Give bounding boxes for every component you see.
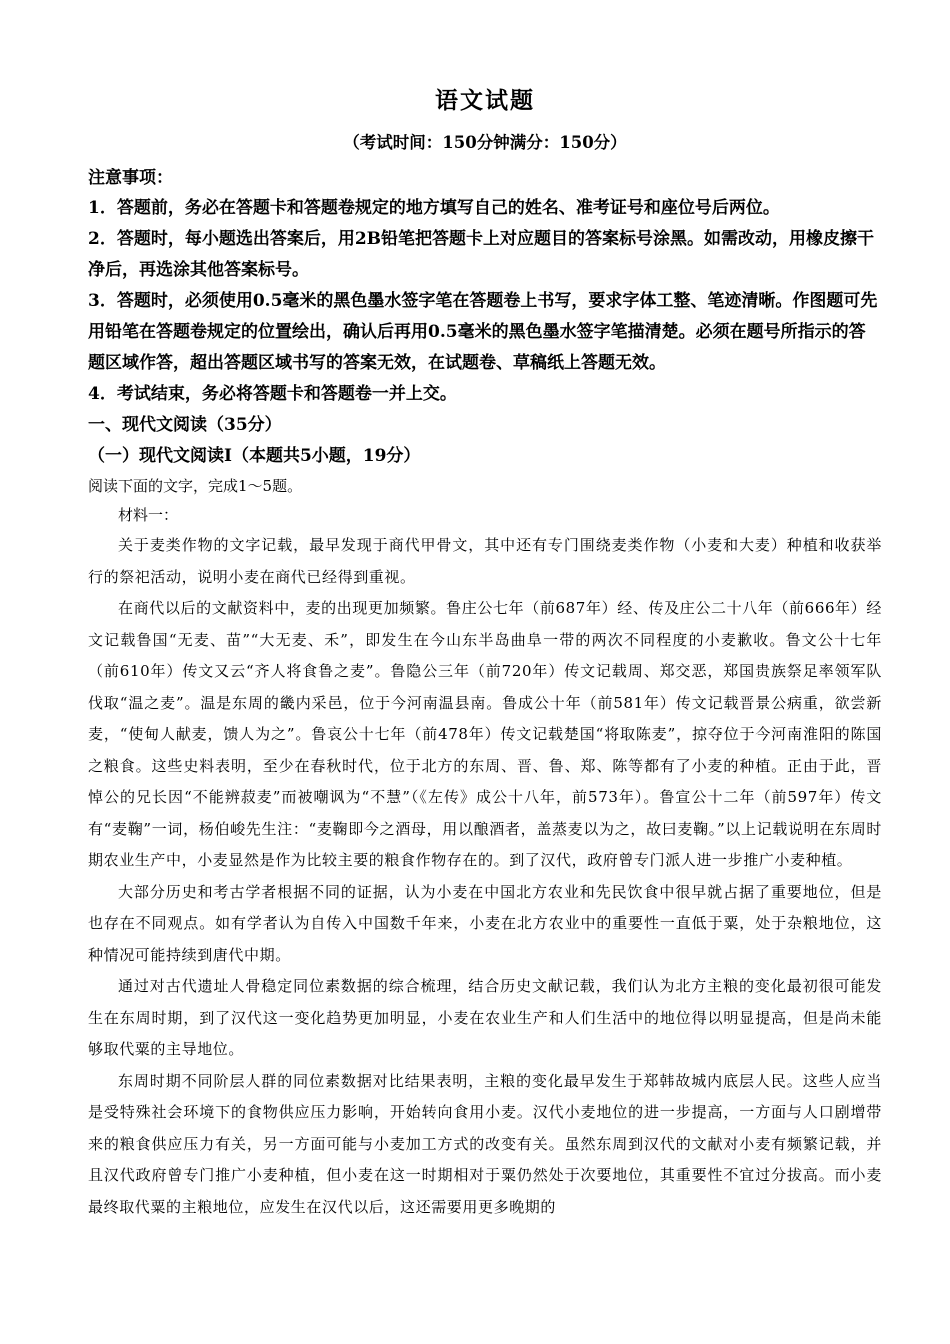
section-heading: 一、现代文阅读（35分）: [88, 415, 282, 435]
notice-block: [88, 163, 882, 410]
section-subheading: （一）现代文阅读Ⅰ（本题共5小题，19分）: [88, 446, 421, 466]
reading-section: [88, 410, 882, 1223]
notice-item-3: 3．答题时，必须使用0.5毫米的黑色墨水签字笔在答题卷上书写，要求字体工整、笔迹清晰。作图题可先用铅笔在答题卷规定的位置绘出，确认后再用0.5毫米的黑色墨水签字笔描清楚。必须在题号所指示的答题区域作答，超出答题区域书写的答案无效，在试题卷、草稿纸上答题无效。: [88, 291, 878, 373]
exam-time-subtitle: （考试时间：150分钟满分：150分）: [343, 133, 627, 152]
passage-paragraph: 在商代以后的文献资料中，麦的出现更加频繁。鲁庄公七年（前687年）经、传及庄公二十八年（前666年）经文记载鲁国“无麦、苗”“大无麦、禾”，即发生在今山东半岛曲阜一带的两次不同程度的小麦歉收。鲁文公十七年（前610年）传文又云“齐人将食鲁之麦”。鲁隐公三年（前720年）传文记载周、郑交恶，郑国贵族祭足率领军队伐取“温之麦”。温是东周的畿内采邑，位于今河南温县南。鲁成公十年（前581年）传文记载晋景公病重，欲尝新麦，“使甸人献麦，馈人为之”。鲁哀公十七年（前478年）传文记载楚国“将取陈麦”，掠夺位于今河南淮阳的陈国之粮食。这些史料表明，至少在春秋时代，位于北方的东周、晋、鲁、郑、陈等都有了小麦的种植。正由于此，晋悼公的兄长因“不能辨菽麦”而被嘲讽为“不慧”（《左传》成公十八年，前573年）。鲁宣公十二年（前597年）传文有“麦鞠”一词，杨伯峻先生注：“麦鞠即今之酒母，用以酿酒者，盖蒸麦以为之，故曰麦鞠。”以上记载说明在东周时期农业生产中，小麦显然是作为比较主要的粮食作物存在的。到了汉代，政府曾专门派人进一步推广小麦种植。: [88, 599, 882, 869]
notice-item-4: 4．考试结束，务必将答题卡和答题卷一并上交。: [88, 384, 457, 404]
page-title: 语文试题: [435, 87, 535, 114]
section-instruction: 阅读下面的文字，完成1～5题。: [88, 477, 303, 495]
passage-paragraph: 通过对古代遗址人骨稳定同位素数据的综合梳理，结合历史文献记载，我们认为北方主粮的变化最初很可能发生在东周时期，到了汉代这一变化趋势更加明显，小麦在农业生产和人们生活中的地位得以明显提高，但是尚未能够取代粟的主导地位。: [88, 977, 882, 1058]
passage-paragraph: 东周时期不同阶层人群的同位素数据对比结果表明，主粮的变化最早发生于郑韩故城内底层人民。这些人应当是受特殊社会环境下的食物供应压力影响，开始转向食用小麦。汉代小麦地位的进一步提高，一方面与人口剧增带来的粮食供应压力有关，另一方面可能与小麦加工方式的改变有关。虽然东周到汉代的文献对小麦有频繁记载，并且汉代政府曾专门推广小麦种植，但小麦在这一时期相对于粟仍然处于次要地位，其重要性不宜过分拔高。而小麦最终取代粟的主粮地位，应发生在汉代以后，这还需要用更多晚期的: [88, 1071, 882, 1216]
passage-paragraph: 大部分历史和考古学者根据不同的证据，认为小麦在中国北方农业和先民饮食中很早就占据了重要地位，但是也存在不同观点。如有学者认为自传入中国数千年来，小麦在北方农业中的重要性一直低于粟，处于杂粮地位，这种情况可能持续到唐代中期。: [88, 882, 882, 964]
notice-item-2: 2．答题时，每小题选出答案后，用2B铅笔把答题卡上对应题目的答案标号涂黑。如需改动，用橡皮擦干净后，再选涂其他答案标号。: [88, 229, 875, 280]
notice-heading: 注意事项：: [88, 168, 173, 188]
material-label: 材料一：: [118, 506, 179, 524]
notice-item-1: 1．答题前，务必在答题卡和答题卷规定的地方填写自己的姓名、准考证号和座位号后两位。: [88, 198, 780, 218]
passage-paragraph: 关于麦类作物的文字记载，最早发现于商代甲骨文，其中还有专门围绕麦类作物（小麦和大麦）种植和收获举行的祭祀活动，说明小麦在商代已经得到重视。: [88, 536, 882, 586]
